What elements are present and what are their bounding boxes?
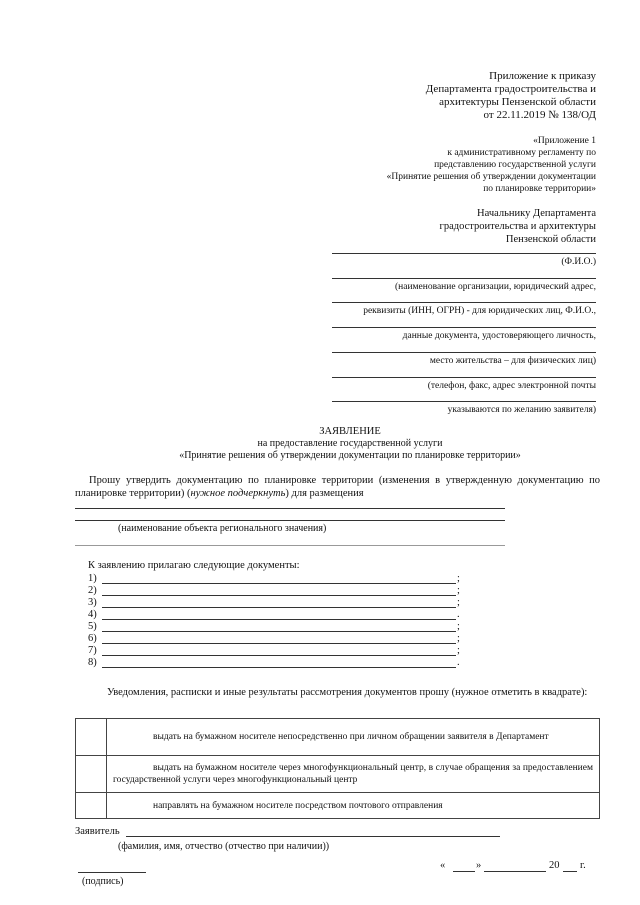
- delivery-option-row: [76, 719, 600, 756]
- option-checkbox[interactable]: [76, 756, 107, 793]
- object-label: (наименование объекта регионального значения): [118, 523, 327, 534]
- field-label-contacts: (телефон, факс, адрес электронной почты: [427, 381, 596, 391]
- attachment-input-line[interactable]: [102, 595, 456, 596]
- regulation-line: «Приложение 1: [533, 136, 596, 146]
- attachment-number: 4): [88, 609, 97, 620]
- identity-doc-input-line[interactable]: [332, 327, 596, 328]
- attachment-number: 5): [88, 621, 97, 632]
- regulation-line: к административному регламенту по: [447, 148, 596, 158]
- option-checkbox[interactable]: [76, 793, 107, 819]
- field-label-identity-doc: данные документа, удостоверяющего личность,: [402, 331, 596, 341]
- addressee-line: градостроительства и архитектуры: [439, 221, 596, 232]
- field-label-residence: место жительства – для физических лиц): [429, 356, 596, 366]
- contacts-note-input-line[interactable]: [332, 401, 596, 402]
- regulation-line: по планировке территории»: [483, 184, 596, 194]
- attachment-input-line[interactable]: [102, 655, 456, 656]
- field-label-fio: (Ф.И.О.): [561, 257, 596, 267]
- date-quote-open: «: [440, 860, 446, 871]
- option-label: выдать на бумажном носителе через многофункциональный центр, в случае обращения за предоставлением государственной услуги через многофункциональный центр: [107, 756, 600, 793]
- appendix-line: Приложение к приказу: [489, 70, 596, 82]
- attachment-end: .: [457, 609, 460, 620]
- signature-input-line[interactable]: [78, 872, 146, 873]
- option-label: выдать на бумажном носителе непосредственно при личном обращении заявителя в Департамент: [107, 719, 600, 756]
- option-label: направлять на бумажном носителе посредством почтового отправления: [107, 793, 600, 819]
- addressee-line: Начальнику Департамента: [477, 208, 596, 219]
- order-number: от 22.11.2019 № 138/ОД: [483, 109, 596, 121]
- date-month-input-line[interactable]: [484, 871, 546, 872]
- field-label-requisites: реквизиты (ИНН, ОГРН) - для юридических лиц, Ф.И.О.,: [363, 306, 596, 316]
- attachment-number: 8): [88, 657, 97, 668]
- attachment-end: ;: [457, 597, 460, 608]
- attachment-input-line[interactable]: [102, 631, 456, 632]
- date-day-input-line[interactable]: [453, 871, 475, 872]
- attachments-label: К заявлению прилагаю следующие документы:: [88, 560, 300, 571]
- attachment-number: 1): [88, 573, 97, 584]
- date-quote-close: »: [476, 860, 482, 871]
- appendix-line: архитектуры Пензенской области: [439, 96, 596, 108]
- appendix-line: Департамента градостроительства и: [425, 83, 596, 95]
- delivery-option-row: [76, 793, 600, 819]
- request-italic-note: нужное подчеркнуть: [190, 488, 286, 499]
- applicant-label: Заявитель: [75, 826, 120, 837]
- request-paragraph: [75, 474, 600, 500]
- object-input-line-1[interactable]: [75, 508, 505, 509]
- regulation-reference: [387, 135, 596, 195]
- residence-input-line[interactable]: [332, 352, 596, 353]
- organization-input-line[interactable]: [332, 278, 596, 279]
- option-checkbox[interactable]: [76, 719, 107, 756]
- applicant-name-input-line[interactable]: [126, 836, 500, 837]
- fio-input-line[interactable]: [332, 253, 596, 254]
- object-input-line-3[interactable]: [75, 545, 505, 546]
- date-year-prefix: 20: [549, 860, 560, 871]
- attachment-end: .: [457, 657, 460, 668]
- attachment-input-line[interactable]: [102, 583, 456, 584]
- attachment-input-line[interactable]: [102, 607, 456, 608]
- notice-paragraph: Уведомления, расписки и иные результаты рассмотрения документов прошу (нужное отметить в квадрате):: [107, 687, 588, 698]
- signature-label: (подпись): [82, 876, 124, 887]
- attachment-end: ;: [457, 633, 460, 644]
- regulation-line: представлению государственной услуги: [434, 160, 596, 170]
- statement-subtitle: на предоставление государственной услуги: [257, 438, 443, 449]
- attachment-input-line[interactable]: [102, 619, 456, 620]
- attachment-end: ;: [457, 585, 460, 596]
- applicant-name-label: (фамилия, имя, отчество (отчество при наличии)): [118, 841, 330, 852]
- request-text-end: ) для размещения: [285, 488, 364, 499]
- statement-service-name: «Принятие решения об утверждении документации по планировке территории»: [179, 450, 521, 461]
- delivery-options-table: [75, 718, 600, 819]
- attachment-number: 2): [88, 585, 97, 596]
- field-label-organization: (наименование организации, юридический адрес,: [395, 282, 596, 292]
- attachment-input-line[interactable]: [102, 667, 456, 668]
- contacts-input-line[interactable]: [332, 377, 596, 378]
- attachment-end: ;: [457, 621, 460, 632]
- addressee-line: Пензенской области: [505, 234, 596, 245]
- date-year-input-line[interactable]: [563, 871, 577, 872]
- requisites-input-line[interactable]: [332, 302, 596, 303]
- object-input-line-2[interactable]: [75, 520, 505, 521]
- field-label-contacts-note: указываются по желанию заявителя): [447, 405, 596, 415]
- appendix-header: [426, 70, 596, 122]
- attachment-number: 6): [88, 633, 97, 644]
- attachment-number: 7): [88, 645, 97, 656]
- request-text: Прошу утвердить документацию по планировке территории (изменения в утвержденную документацию по планировке территории) (: [75, 475, 600, 499]
- addressee: [440, 207, 596, 246]
- regulation-line: «Принятие решения об утверждении документации: [386, 172, 596, 182]
- delivery-option-row: [76, 756, 600, 793]
- attachment-end: ;: [457, 645, 460, 656]
- attachment-end: ;: [457, 573, 460, 584]
- attachment-input-line[interactable]: [102, 643, 456, 644]
- date-year-suffix: г.: [580, 860, 586, 871]
- statement-title: ЗАЯВЛЕНИЕ: [319, 426, 381, 437]
- attachment-number: 3): [88, 597, 97, 608]
